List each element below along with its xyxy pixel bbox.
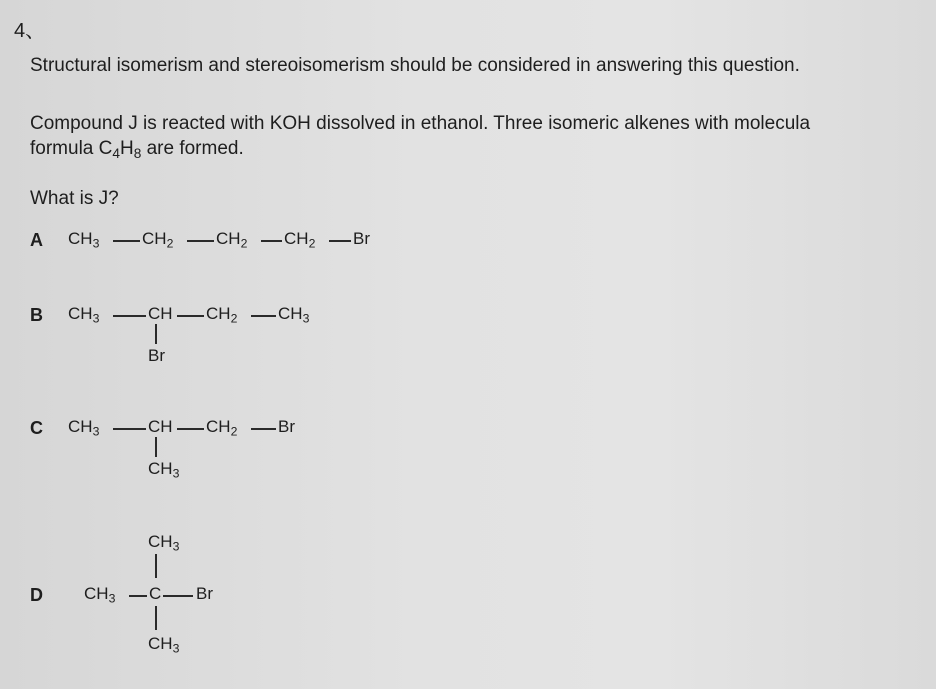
atom-group: $CH_2$: [206, 417, 238, 439]
atom-group: Br: [278, 417, 295, 436]
atom-group: $CH_3$: [68, 229, 100, 251]
bond-line: [329, 240, 351, 242]
bond-line: [251, 315, 276, 317]
bond-line: [155, 606, 157, 630]
bond-line: [155, 437, 157, 457]
atom-group: $CH_3$: [68, 304, 100, 326]
bond-line: [113, 428, 146, 430]
bond-line: [113, 240, 140, 242]
question-prompt: What is J?: [30, 188, 119, 209]
atom-group: $CH_3$: [84, 584, 116, 606]
atom-group: $CH_2$: [206, 304, 238, 326]
bond-line: [155, 324, 157, 344]
atom-group: $CH_3$: [278, 304, 310, 326]
atom-group: $CH_2$: [216, 229, 248, 251]
atom-group: $CH_2$: [142, 229, 174, 251]
atom-group: Br: [353, 229, 370, 248]
atom-group: $CH_3$: [148, 459, 180, 481]
bond-line: [163, 595, 193, 597]
option-b-letter[interactable]: B: [30, 305, 43, 325]
option-d-letter[interactable]: D: [30, 585, 43, 605]
bond-line: [129, 595, 147, 597]
atom-group: $CH_3$: [148, 634, 180, 656]
question-stem-line2: formula $C_4H_8$ are formed.: [30, 138, 244, 162]
atom-group: Br: [148, 346, 165, 365]
option-a-letter[interactable]: A: [30, 230, 43, 250]
atom-group: $CH_2$: [284, 229, 316, 251]
question-number: 4、: [14, 20, 46, 42]
atom-group: $CH_3$: [68, 417, 100, 439]
bond-line: [113, 315, 146, 317]
option-c-letter[interactable]: C: [30, 418, 43, 438]
bond-line: [187, 240, 214, 242]
instruction-text: Structural isomerism and stereoisomerism should be considered in answering this question.: [30, 55, 800, 76]
atom-group: CH: [148, 417, 173, 436]
bond-line: [155, 554, 157, 578]
bond-line: [177, 428, 204, 430]
bond-line: [251, 428, 276, 430]
atom-group: $CH_3$: [148, 532, 180, 554]
bond-line: [177, 315, 204, 317]
atom-group: Br: [196, 584, 213, 603]
atom-group: CH: [148, 304, 173, 323]
bond-line: [261, 240, 282, 242]
question-stem-line1: Compound J is reacted with KOH dissolved in ethanol. Three isomeric alkenes with molecula: [30, 113, 811, 134]
atom-group: C: [149, 584, 162, 603]
